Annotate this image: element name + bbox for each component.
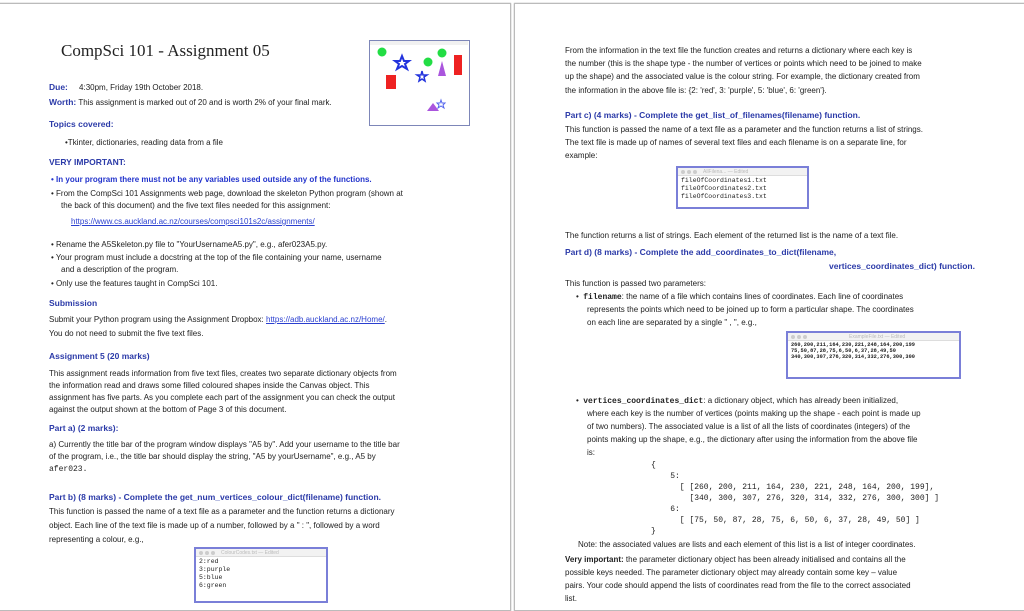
red-rectangle <box>454 55 462 75</box>
page-title: CompSci 101 - Assignment 05 <box>61 41 270 60</box>
dict-code <box>651 460 939 537</box>
vi-line: possible keys needed. The parameter dictionary object may already contain some key – value <box>565 568 898 577</box>
all-filenames-file-window <box>676 166 809 209</box>
worth-label: Worth: <box>49 97 77 107</box>
a5-line: This assignment reads information from five text files, creates two separate dictionary objects from <box>49 369 397 378</box>
file-line: fileOfCoordinates3.txt <box>681 193 767 200</box>
file-line: fileOfCoordinates2.txt <box>681 185 767 192</box>
code-line: [ [260, 200, 211, 164, 230, 221, 248, 164, 200, 199], <box>651 483 935 492</box>
green-hexagon <box>424 58 433 67</box>
important-bullet: Your program must include a docstring at the top of the file containing your name, username <box>55 253 382 262</box>
file-line: 260,200,211,164,230,221,248,164,200,199 <box>791 342 915 348</box>
dict-line: of two numbers). The associated value is a list of all the lists of coordinates (integers) of the <box>587 422 911 431</box>
intro-line: up the shape) and the associated value is the colour string. For example, the dictionary created from <box>565 72 920 81</box>
red-rectangle <box>386 75 396 89</box>
code-line: } <box>651 527 656 536</box>
dict-param: vertices_coordinates_dict <box>583 397 704 406</box>
note-text: Note: the associated values are lists and each element of this list is a list of integer coordinates. <box>578 540 916 549</box>
dict-line: points making up the shape, e.g., the dictionary after using the information from the above file <box>587 435 918 444</box>
important-bullet-cont: the back of this document) and the five text files needed for this assignment: <box>61 201 331 210</box>
intro-line: the information in the above file is: {2: 'red', 3: 'purple', 5: 'blue', 6: 'green'}. <box>565 86 827 95</box>
a5-line: against the output shown at the bottom of Page 3 of this document. <box>49 405 287 414</box>
partb-line: object. Each line of the text file is made up of a number, followed by a " : ", followed by a word <box>49 521 380 530</box>
vi-line: the parameter dictionary object has been already initialised and contains all the <box>623 555 906 564</box>
partb-heading: Part b) (8 marks) - Complete the get_num_vertices_colour_dict(filename) function. <box>49 492 382 502</box>
dict-line: where each key is the number of vertices (points making up the shape - each point is made up <box>587 409 921 418</box>
parta-line: afer023. <box>49 465 88 474</box>
intro-line: the number (this is the shape type - the number of vertices or points which need to be joined to make <box>565 59 922 68</box>
code-line: 5: <box>651 472 680 481</box>
parta-line: a) Currently the title bar of the program window displays "A5 by". Add your username to the title bar <box>49 440 400 449</box>
important-bullet: In your program there must not be any variables used outside any of the functions. <box>56 175 372 184</box>
submission-note: You do not need to submit the five text files. <box>49 329 204 338</box>
parta-line: of the program, i.e., the title bar should display the string, "A5 by yourUsername", e.g., A5 by <box>49 452 376 461</box>
file-title: ColourCodes.txt — Edited <box>221 549 279 556</box>
filename-param: filename <box>583 293 622 302</box>
page-1: CompSci 101 - Assignment 05 Due: 4:30pm, Friday 19th October 2018. Worth: This assignment is marked out of 20 and is worth 2% of your final mark. Topics covered: •Tkinter, dictionaries, reading data from a file VERY IMPORTANT: • In your program there must not be any variables used outside any of the functions. • From the CompSci 101 Assignments web page, download the skeleton Python program (shown at the back of this document) and the five text files needed for this assignment: https://www.cs.auckland.ac.nz/courses/compsci101s2c/assignments/ • Rename the A5Skeleton.py file to "YourUsernameA5.py", e.g., afer023A5.py. • Your program must include a docstring at the top of the file containing your name, username and a description of the program. • Only use the features taught in CompSci 101. Submission Submit your Python program using the Assignment Dropbox: https://adb.auckland.ac.nz/Home/. You do not need to submit the five text files. Assignment 5 (20 marks) This assignment reads information from five text files, creates two separate dictionary objects from the information read and draws some filled coloured shapes inside the Canvas object. This assignment has five parts. As you complete each part of the assignment you can check the output against the output shown at the bottom of Page 3 of this document. Part a) (2 marks): a) Currently the title bar of the program window displays "A5 by". Add your username to the title bar of the program, i.e., the title bar should display the string, "A5 by yourUsername", e.g., A5 by afer023. Part b) (8 marks) - Complete the get_num_vertices_colour_dict(filename) function. This function is passed the name of a text file as a parameter and the function returns a dictionary object. Each line of the text file is made up of a number, followed by a " : ", followed by a word representing a colour, e.g., ColourCodes.txt — Edited 2:red 3:purple 5:blue 6:green <box>0 3 511 611</box>
due-date: 4:30pm, Friday 19th October 2018. <box>79 83 204 92</box>
filename-line: : the name of a file which contains lines of coordinates. Each line of coordinates <box>621 292 904 301</box>
code-line: [340, 300, 307, 276, 320, 314, 332, 276, 300, 300] ] <box>651 494 940 503</box>
partd-heading-cont: vertices_coordinates_dict) function. <box>829 261 975 271</box>
file-line: 3:purple <box>199 566 231 573</box>
file-line: fileOfCoordinates1.txt <box>681 177 767 184</box>
vi-line: pairs. Your code should append the lists of coordinates read from the file to the correct associated <box>565 581 911 590</box>
topics-text: •Tkinter, dictionaries, reading data from a file <box>65 138 223 147</box>
worth-text: This assignment is marked out of 20 and is worth 2% of your final mark. <box>78 98 332 107</box>
parta-heading: Part a) (2 marks): <box>49 423 119 433</box>
important-bullet: From the CompSci 101 Assignments web page, download the skeleton Python program (shown at <box>56 189 403 198</box>
important-bullet-cont: and a description of the program. <box>61 265 179 274</box>
partc-heading: Part c) (4 marks) - Complete the get_list_of_filenames(filename) function. <box>565 110 861 120</box>
code-line: { <box>651 461 656 470</box>
green-hexagon <box>378 48 387 57</box>
submission-heading: Submission <box>49 298 98 308</box>
partc-line: This function is passed the name of a text file as a parameter and the function returns a list of strings. <box>565 125 923 134</box>
partc-line: example: <box>565 151 598 160</box>
submission-text: Submit your Python program using the Assignment Dropbox: <box>49 315 266 324</box>
a5-line: assignment has five parts. As you complete each part of the assignment you can check the output <box>49 393 395 402</box>
assignment5-heading: Assignment 5 (20 marks) <box>49 351 150 361</box>
shapes-canvas-preview <box>369 40 470 126</box>
blue-star <box>437 100 445 108</box>
partb-line: This function is passed the name of a text file as a parameter and the function returns a dictionary <box>49 507 395 516</box>
partd-heading: Part d) (8 marks) - Complete the add_coordinates_to_dict(filename, <box>565 247 837 257</box>
file-line: 2:red <box>199 558 219 565</box>
partd-intro: This function is passed two parameters: <box>565 279 706 288</box>
dropbox-link[interactable]: https://adb.auckland.ac.nz/Home/ <box>266 315 385 324</box>
code-line: [ [75, 50, 87, 28, 75, 6, 50, 6, 37, 28, 49, 50] ] <box>651 516 920 525</box>
canvas-shapes <box>370 41 468 124</box>
file-line: 75,50,87,28,75,6,50,6,37,28,49,50 <box>791 348 896 354</box>
file-line: 340,300,307,276,320,314,332,276,300,300 <box>791 354 915 360</box>
purple-triangle <box>427 103 439 111</box>
intro-line: From the information in the text file the function creates and returns a dictionary where each key is <box>565 46 913 55</box>
important-bullet: Only use the features taught in CompSci 101. <box>56 279 218 288</box>
purple-triangle <box>438 61 446 76</box>
a5-line: the information read and draws some filled coloured shapes inside the Canvas object. This <box>49 381 370 390</box>
important-heading: VERY IMPORTANT: <box>49 157 126 167</box>
partb-line: representing a colour, e.g., <box>49 535 144 544</box>
blue-star <box>395 56 409 69</box>
dict-line: is: <box>587 448 595 457</box>
page-2: From the information in the text file the function creates and returns a dictionary where each key is the number (this is the shape type - the number of vertices or points which need to be joined to make up the shape) and the associated value is the colour string. For example, the dictionary created from the information in the above file is: {2: 'red', 3: 'purple', 5: 'blue', 6: 'green'}. Part c) (4 marks) - Complete the get_list_of_filenames(filename) function. This function is passed the name of a text file as a parameter and the function returns a list of strings. The text file is made up of names of several text files and each filename is on a separate line, for example: AllFilena... — Edited fileOfCoordinates1.txt fileOfCoordinates2.txt fileOfCoordinates3.txt The function returns a list of strings. Each element of the returned list is the name of a text file. Part d) (8 marks) - Complete the add_coordinates_to_dict(filename, vertices_coordinates_dict) function. This function is passed two parameters: • filename: the name of a file which contains lines of coordinates. Each line of coordinates represents the points which need to be joined up to form a particular shape. The coordinates on each line are separated by a single " , ", e.g., ExampleFile.txt — Edited 260,200,211,164,230,221,248,164,200,199 75,50,87,28,75,6,50,6,37,28,49,50 340,300,307,276,320,314,332,276,300,300 • vertices_coordinates_dict: a dictionary object, which has already been initialized, where each key is the number of vertices (points making up the shape - each point is made up of two numbers). The associated value is a list of all the lists of coordinates (integers) of the points making up the shape, e.g., the dictionary after using the information from the above file is: { 5: [ [260, 200, 211, 164, 230, 221, 248, 164, 200, 199], [340, 300, 307, 276, 320, 314, 332, 276, 300, 300] ] 6: [ [75, 50, 87, 28, 75, 6, 50, 6, 37, 28, 49, 50] ] } Note: the associated values are lists and each element of this list is a list of integer coordinates. Very important: the parameter dictionary object has been already initialised and contains all the possible keys needed. The parameter dictionary object may already contain some key – value pairs. Your code should append the lists of coordinates read from the file to the correct associated list. <box>514 3 1024 611</box>
filename-line: on each line are separated by a single " , ", e.g., <box>587 318 757 327</box>
file-title: AllFilena... — Edited <box>703 168 749 175</box>
file-line: 6:green <box>199 582 227 589</box>
code-line: 6: <box>651 505 680 514</box>
dict-line: : a dictionary object, which has already been initialized, <box>703 396 899 405</box>
blue-star <box>417 71 427 81</box>
partc-after: The function returns a list of strings. Each element of the returned list is the name of a text file. <box>565 231 899 240</box>
colour-codes-file-window <box>194 547 328 603</box>
vi-line: list. <box>565 594 577 603</box>
very-important-label: Very important: <box>565 555 624 564</box>
assignments-link[interactable]: https://www.cs.auckland.ac.nz/courses/compsci101s2c/assignments/ <box>71 217 315 226</box>
partc-line: The text file is made up of names of several text files and each filename is on a separate line, for <box>565 138 907 147</box>
topics-heading: Topics covered: <box>49 119 114 129</box>
green-hexagon <box>438 49 447 58</box>
due-label: Due: <box>49 82 68 92</box>
file-line: 5:blue <box>199 574 223 581</box>
example-file-window <box>786 331 961 379</box>
file-title: ExampleFile.txt — Edited <box>849 333 906 340</box>
filename-line: represents the points which need to be joined up to form a particular shape. The coordinates <box>587 305 914 314</box>
important-bullet: Rename the A5Skeleton.py file to "YourUsernameA5.py", e.g., afer023A5.py. <box>56 240 328 249</box>
